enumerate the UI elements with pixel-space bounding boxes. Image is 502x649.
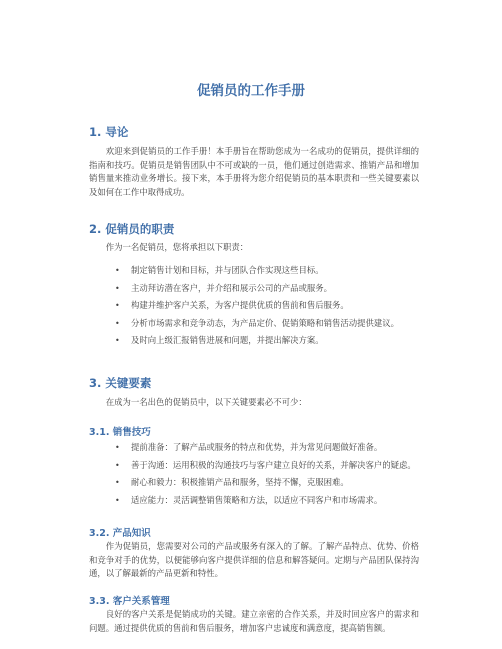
list-item: • 主动拜访潜在客户，并介绍和展示公司的产品或服务。 (89, 282, 419, 296)
bullet-icon: • (115, 460, 120, 470)
bullet-icon: • (115, 443, 120, 452)
subsection-heading-skills: 3.1. 销售技巧 (89, 427, 151, 438)
list-item: • 耐心和毅力：积极推销产品和服务，坚持不懈，克服困难。 (89, 476, 419, 490)
skills-list (89, 441, 419, 511)
bullet-icon: • (115, 318, 120, 328)
bullet-icon: • (115, 495, 120, 505)
list-item: • 及时向上级汇报销售进展和问题，并提出解决方案。 (89, 334, 419, 348)
duties-list (89, 264, 419, 352)
bullet-icon: • (115, 283, 120, 293)
elements-lead: 在成为一名出色的促销员中，以下关键要素必不可少： (105, 397, 307, 407)
list-item: • 分析市场需求和竞争动态，为产品定价、促销策略和销售活动提供建议。 (89, 317, 419, 331)
list-item: • 善于沟通：运用积极的沟通技巧与客户建立良好的关系，并解决客户的疑虑。 (89, 459, 419, 473)
document-title: 促销员的工作手册 (197, 83, 305, 99)
product-paragraph: 作为促销员，您需要对公司的产品或服务有深入的了解。了解产品特点、优势、价格和竞争对手的优势，以便能够向客户提供详细的信息和解答疑问。定期与产品团队保持沟通，以了解最新的产品更新和特性。 (89, 541, 419, 578)
crm-paragraph: 良好的客户关系是促销成功的关键。建立亲密的合作关系，并及时回应客户的需求和问题。通过提供优质的售前和售后服务，增加客户忠诚度和满意度，提高销售额。 (89, 609, 419, 633)
subsection-heading-crm: 3.3. 客户关系管理 (89, 596, 170, 607)
list-item: • 适应能力：灵活调整销售策略和方法，以适应不同客户和市场需求。 (89, 494, 419, 508)
list-item: • 制定销售计划和目标，并与团队合作实现这些目标。 (89, 264, 419, 278)
section-heading-duties: 2. 促销员的职责 (89, 222, 175, 236)
intro-paragraph: 欢迎来到促销员的工作手册！本手册旨在帮助您成为一名成功的促销员，提供详细的指南和技巧。促销员是销售团队中不可或缺的一员，他们通过创造需求、推销产品和增加销售量来推动业务增长。接下来，本手册将为您介绍促销员的基本职责和一些关键要素以及如何在工作中取得成功。 (89, 146, 419, 197)
bullet-icon: • (115, 336, 120, 345)
bullet-icon: • (115, 266, 120, 275)
duties-lead: 作为一名促销员，您将承担以下职责： (105, 242, 249, 252)
subsection-heading-product: 3.2. 产品知识 (89, 528, 151, 539)
section-heading-elements: 3. 关键要素 (89, 376, 152, 390)
bullet-icon: • (115, 301, 120, 310)
list-item: • 构建并维护客户关系，为客户提供优质的售前和售后服务。 (89, 299, 419, 313)
bullet-icon: • (115, 478, 120, 487)
section-heading-intro: 1. 导论 (89, 125, 129, 139)
list-item: • 提前准备：了解产品或服务的特点和优势，并为常见问题做好准备。 (89, 441, 419, 455)
